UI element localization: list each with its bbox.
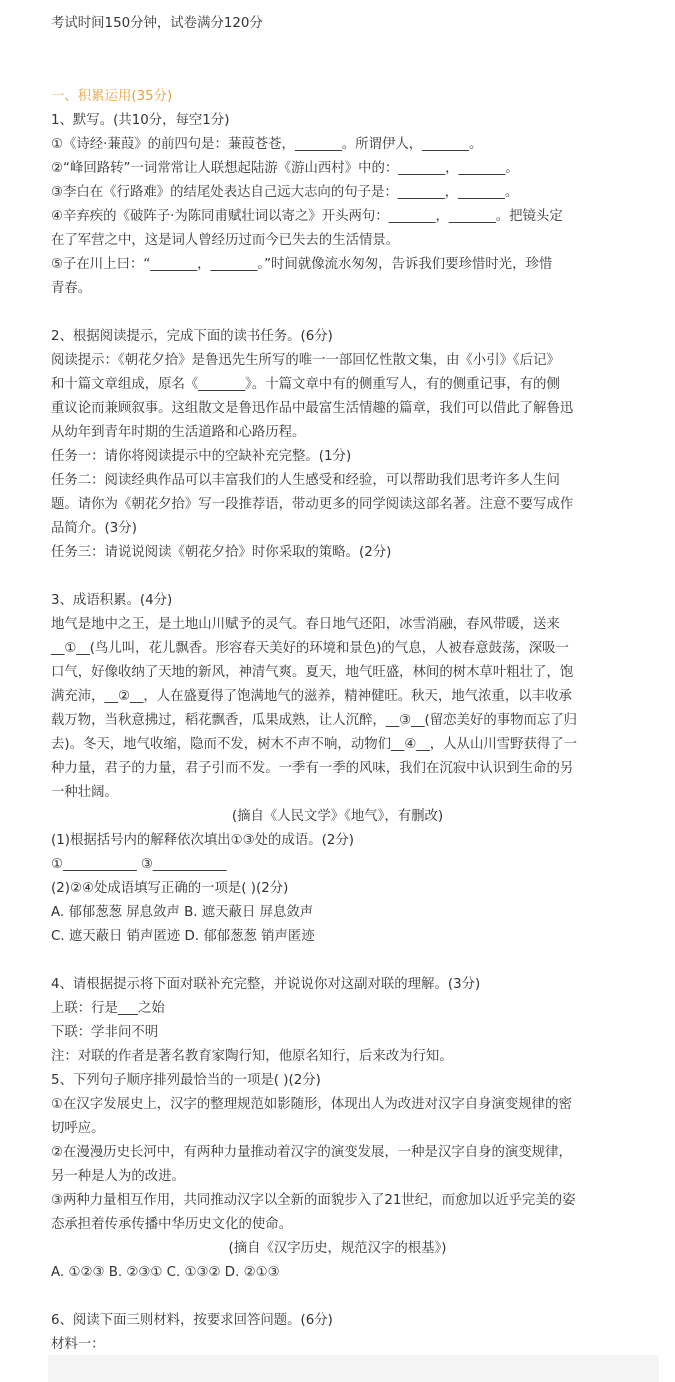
q2-title: 2、根据阅读提示，完成下面的读书任务。(6分) bbox=[51, 329, 333, 344]
q3-passage-line: 口气，好像收纳了天地的新风，神清气爽。夏天，地气旺盛，林间的树木草叶粗壮了，饱 bbox=[51, 665, 574, 680]
q2-line: 阅读提示：《朝花夕拾》是鲁迅先生所写的唯一一部回忆性散文集，由《小引》《后记》 bbox=[51, 353, 560, 368]
q3-passage-line: 种力量，君子的力量，君子引而不发。一季有一季的风味，我们在沉寂中认识到生命的另 bbox=[51, 761, 574, 776]
q3-sub1: (1)根据括号内的解释依次填出①③处的成语。(2分) bbox=[51, 833, 354, 848]
q5-line: ②在漫漫历史长河中，有两种力量推动着汉字的演变发展，一种是汉字自身的演变规律， bbox=[51, 1145, 572, 1160]
q4-title: 4、请根据提示将下面对联补充完整，并说说你对这副对联的理解。(3分) bbox=[51, 977, 481, 992]
q3-passage-line: 去)。冬天，地气收缩，隐而不发，树木不声不响，动物们__④__，人从山川雪野获得了一 bbox=[51, 737, 578, 752]
q5-options: A. ①②③ B. ②③① C. ①③② D. ②①③ bbox=[51, 1265, 280, 1280]
q1-line: ③李白在《行路难》的结尾处表达自己远大志向的句子是：_______，_______。 bbox=[51, 185, 519, 200]
exam-info: 考试时间150分钟，试卷满分120分 bbox=[51, 16, 263, 31]
q3-passage-line: 载万物，当秋意拂过，稻花飘香，瓜果成熟，让人沉醉，__③__(留恋美好的事物而忘了归 bbox=[51, 713, 578, 728]
q5-line: 切呼应。 bbox=[51, 1121, 105, 1136]
q1-line: ⑤子在川上曰：“_______，_______。”时间就像流水匆匆，告诉我们要珍惜时光，珍惜 bbox=[51, 257, 553, 272]
q2-line: 题。请你为《朝花夕拾》写一段推荐语，带动更多的同学阅读这部名著。注意不要写成作 bbox=[51, 497, 574, 512]
q5-source: (摘自《汉字历史，规范汉字的根基》) bbox=[228, 1241, 447, 1256]
q3-sub1-blanks: ①___________ ③___________ bbox=[51, 857, 227, 872]
q2-line: 和十篇文章组成，原名《_______》。十篇文章中有的侧重写人，有的侧重记事，有的侧 bbox=[51, 377, 560, 392]
material-box bbox=[48, 1355, 659, 1382]
q1-line: 在了军营之中，这是词人曾经历过而今已失去的生活情景。 bbox=[51, 233, 400, 248]
q3-passage-line: 满充沛，__②__，人在盛夏得了饱满地气的滋养，精神健旺。秋天，地气浓重，以丰收承 bbox=[51, 689, 572, 704]
q2-task-1: 任务一：请你将阅读提示中的空缺补充完整。(1分) bbox=[51, 449, 352, 464]
q3-passage-line: 地气是地中之王，是土地山川赋予的灵气。春日地气还阳，冰雪消融，春风带暖，送来 bbox=[51, 617, 560, 632]
q4-lower-couplet: 下联：学非问不明 bbox=[51, 1025, 159, 1040]
q1-title: 1、默写。(共10分，每空1分) bbox=[51, 113, 230, 128]
section-title: 一、积累运用(35分) bbox=[51, 89, 173, 104]
q2-line: 从幼年到青年时期的生活道路和心路历程。 bbox=[51, 425, 306, 440]
q6-material-label: 材料一： bbox=[51, 1337, 105, 1352]
q2-line: 重议论而兼顾叙事。这组散文是鲁迅作品中最富生活情趣的篇章，我们可以借此了解鲁迅 bbox=[51, 401, 574, 416]
q6-title: 6、阅读下面三则材料，按要求回答问题。(6分) bbox=[51, 1313, 333, 1328]
q4-note: 注：对联的作者是著名教育家陶行知，他原名知行，后来改为行知。 bbox=[51, 1049, 453, 1064]
q5-line: ①在汉字发展史上，汉字的整理规范如影随形，体现出人为改进对汉字自身演变规律的密 bbox=[51, 1097, 572, 1112]
q1-line: 青春。 bbox=[51, 281, 92, 296]
q3-sub2: (2)②④处成语填写正确的一项是( )(2分) bbox=[51, 881, 289, 896]
q5-line: 另一种是人为的改进。 bbox=[51, 1169, 185, 1184]
q4-upper-couplet: 上联：行是___之始 bbox=[51, 1001, 165, 1016]
q3-passage-line: __①__(鸟儿叫，花儿飘香。形容春天美好的环境和景色)的气息，人被春意鼓荡，深吸一 bbox=[51, 641, 569, 656]
q1-line: ④辛弃疾的《破阵子·为陈同甫赋壮词以寄之》开头两句：_______，_______。把镜头定 bbox=[51, 209, 563, 224]
q1-line: ①《诗经·蒹葭》的前四句是：蒹葭苍苍，_______。所谓伊人，_______。 bbox=[51, 137, 483, 152]
q2-line: 品简介。(3分) bbox=[51, 521, 137, 536]
q3-option-row: A. 郁郁葱葱 屏息敛声 B. 遮天蔽日 屏息敛声 bbox=[51, 905, 314, 920]
q3-passage-line: 一种壮阔。 bbox=[51, 785, 118, 800]
q3-title: 3、成语积累。(4分) bbox=[51, 593, 173, 608]
q3-option-row: C. 遮天蔽日 销声匿迹 D. 郁郁葱葱 销声匿迹 bbox=[51, 929, 315, 944]
q2-task-2: 任务二：阅读经典作品可以丰富我们的人生感受和经验，可以帮助我们思考许多人生问 bbox=[51, 473, 560, 488]
q3-source: (摘自《人民文学》《地气》，有删改) bbox=[231, 809, 444, 824]
q5-line: ③两种力量相互作用，共同推动汉字以全新的面貌步入了21世纪，而愈加以近乎完美的姿 bbox=[51, 1193, 576, 1208]
q2-task-3: 任务三：请说说阅读《朝花夕拾》时你采取的策略。(2分) bbox=[51, 545, 392, 560]
q5-title: 5、下列句子顺序排列最恰当的一项是( )(2分) bbox=[51, 1073, 321, 1088]
q1-line: ②“峰回路转”一词常常让人联想起陆游《游山西村》中的：_______，_______。 bbox=[51, 161, 519, 176]
q5-line: 态承担着传承传播中华历史文化的使命。 bbox=[51, 1217, 293, 1232]
